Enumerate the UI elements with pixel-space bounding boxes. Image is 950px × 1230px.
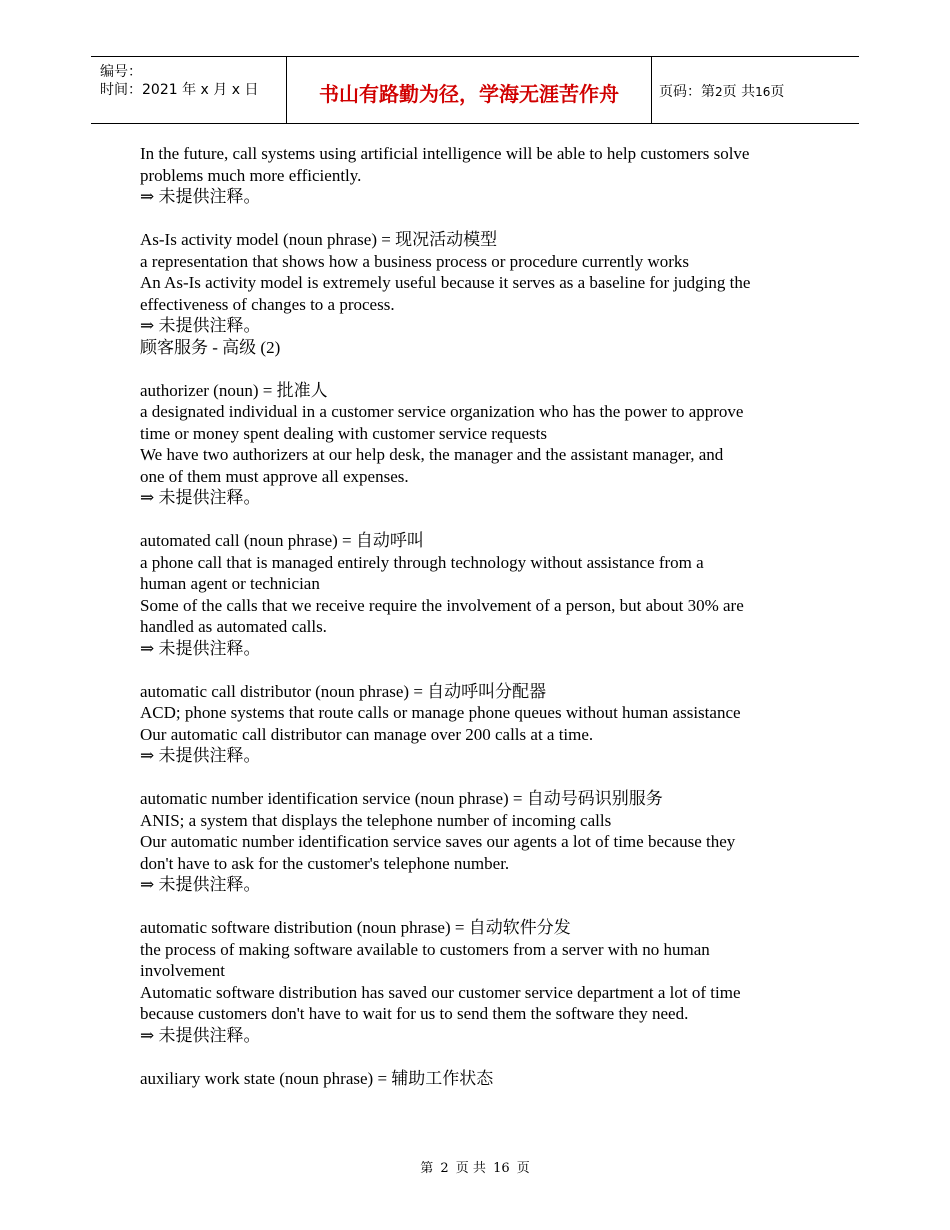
entry-gap <box>140 1046 820 1068</box>
glossary-entry <box>140 917 820 1046</box>
entry-line: a designated individual in a customer service organization who has the power to approve <box>140 402 744 421</box>
glossary-entry <box>140 788 820 896</box>
entry-gap <box>140 509 820 531</box>
entry-line: automated call (noun phrase) = 自动呼叫 <box>140 531 424 550</box>
entry-line: because customers don't have to wait for us to send them the software they need. <box>140 1004 689 1023</box>
entry-line: auxiliary work state (noun phrase) = 辅助工作状态 <box>140 1068 494 1088</box>
glossary-content <box>140 143 820 1089</box>
page-code <box>659 81 784 101</box>
entry-line: Some of the calls that we receive require the involvement of a person, but about 30% are <box>140 595 744 615</box>
entry-line: authorizer (noun) = 批准人 <box>140 380 328 400</box>
entry-line: involvement <box>140 961 225 980</box>
entry-line: 顾客服务 - 高级 (2) <box>140 337 281 357</box>
glossary-entry <box>140 1068 820 1090</box>
entry-gap <box>140 208 820 230</box>
entry-line: ⇒ 未提供注释。 <box>140 187 261 206</box>
glossary-entry <box>140 530 820 659</box>
date-line: 时间：2021 年 x 月 x 日 <box>100 82 259 98</box>
page-code-end: 页 <box>770 84 785 100</box>
entry-line: time or money spent dealing with customer service requests <box>140 423 547 443</box>
entry-line: ⇒ 未提供注释。 <box>140 638 261 658</box>
glossary-entry <box>140 143 820 208</box>
entry-line: We have two authorizers at our help desk, the manager and the assistant manager, and <box>140 445 724 464</box>
entry-gap <box>140 896 820 918</box>
footer-mid: 页 共 <box>455 1161 486 1176</box>
page-code-label: 页码：第 <box>659 84 715 100</box>
entry-line: Our automatic number identification service saves our agents a lot of time because they <box>140 832 736 851</box>
header-page-cell <box>651 57 859 123</box>
header-motto-cell <box>286 57 652 123</box>
entry-line: automatic software distribution (noun phrase) = 自动软件分发 <box>140 918 571 937</box>
entry-line: ⇒ 未提供注释。 <box>140 875 261 894</box>
entry-line: automatic number identification service (noun phrase) = 自动号码识别服务 <box>140 789 663 808</box>
page-code-number: 2 <box>715 85 723 99</box>
footer-total: 16 <box>493 1161 510 1176</box>
entry-line: ⇒ 未提供注释。 <box>140 316 261 335</box>
entry-line: problems much more efficiently. <box>140 165 362 185</box>
entry-line: one of them must approve all expenses. <box>140 466 409 486</box>
code-label: 编号： <box>100 64 142 80</box>
entry-line: ⇒ 未提供注释。 <box>140 1025 261 1045</box>
entry-line: ACD; phone systems that route calls or manage phone queues without human assistance <box>140 703 741 722</box>
entry-line: ANIS; a system that displays the telephone number of incoming calls <box>140 810 612 830</box>
entry-gap <box>140 659 820 681</box>
glossary-entry <box>140 229 820 358</box>
page-footer <box>0 1157 950 1176</box>
entry-gap <box>140 767 820 789</box>
entry-line: An As-Is activity model is extremely useful because it serves as a baseline for judging the <box>140 273 751 292</box>
entry-line: the process of making software available to customers from a server with no human <box>140 939 710 959</box>
header-info-cell <box>91 57 286 123</box>
entry-line: Automatic software distribution has saved our customer service department a lot of time <box>140 982 741 1002</box>
entry-line: human agent or technician <box>140 574 320 593</box>
entry-line: automatic call distributor (noun phrase) = 自动呼叫分配器 <box>140 681 547 701</box>
entry-gap <box>140 358 820 380</box>
glossary-entry <box>140 681 820 767</box>
entry-line: ⇒ 未提供注释。 <box>140 746 261 765</box>
entry-line: In the future, call systems using artificial intelligence will be able to help customers solve <box>140 144 750 163</box>
footer-prefix: 第 <box>420 1161 434 1176</box>
footer-page-number: 2 <box>440 1161 449 1176</box>
entry-line: a phone call that is managed entirely through technology without assistance from a <box>140 552 704 572</box>
entry-line: As-Is activity model (noun phrase) = 现况活动模型 <box>140 230 498 249</box>
document-header <box>91 56 859 124</box>
entry-line: handled as automated calls. <box>140 617 327 636</box>
page-code-total: 16 <box>755 85 771 99</box>
entry-line: ⇒ 未提供注释。 <box>140 488 261 507</box>
entry-line: a representation that shows how a business process or procedure currently works <box>140 251 690 271</box>
entry-line: Our automatic call distributor can manage over 200 calls at a time. <box>140 724 594 744</box>
footer-suffix: 页 <box>516 1161 530 1176</box>
page-code-mid: 页 共 <box>722 84 756 100</box>
entry-line: don't have to ask for the customer's telephone number. <box>140 853 510 873</box>
glossary-entry <box>140 380 820 509</box>
entry-line: effectiveness of changes to a process. <box>140 294 395 314</box>
motto: 书山有路勤为径，学海无涯苦作舟 <box>319 82 619 106</box>
